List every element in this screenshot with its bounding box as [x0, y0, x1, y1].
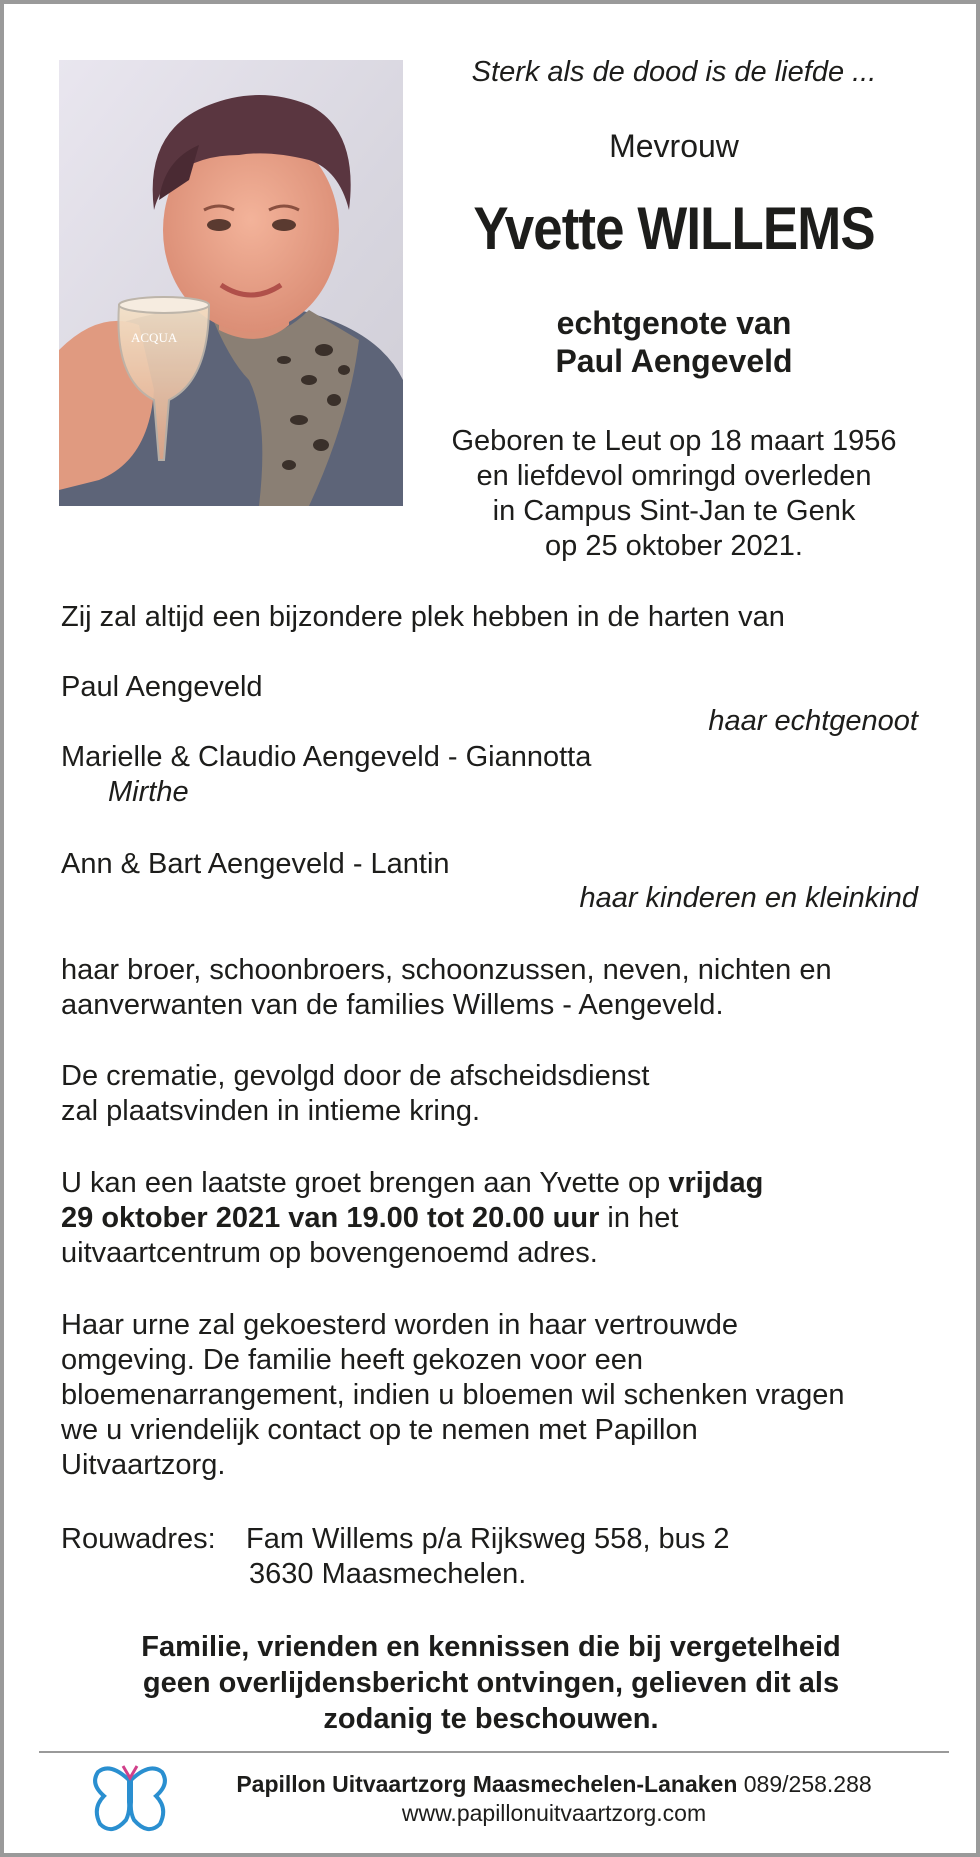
- urn-paragraph: [61, 1308, 941, 1483]
- address-label: Rouwadres:: [61, 1523, 216, 1555]
- urn-line-4: we u vriendelijk contact op te nemen met Papillon: [61, 1414, 698, 1446]
- funeral-home-info: [184, 1770, 924, 1828]
- relatives-line-1: haar broer, schoonbroers, schoonzussen, neven, nichten en: [61, 954, 832, 986]
- child-1: Marielle & Claudio Aengeveld - Giannotta: [61, 741, 592, 773]
- address-line-2: 3630 Maasmechelen.: [249, 1558, 527, 1590]
- born-line-3: in Campus Sint-Jan te Genk: [492, 495, 856, 527]
- funeral-home-line: [184, 1770, 924, 1799]
- urn-line-3: bloemenarrangement, indien u bloemen wil schenken vragen: [61, 1379, 845, 1411]
- honorific: Mevrouw: [609, 128, 739, 164]
- children-role: haar kinderen en kleinkind: [579, 882, 918, 914]
- husband-role: haar echtgenoot: [708, 705, 918, 737]
- funeral-home-phone: 089/258.288: [743, 1771, 872, 1797]
- spouse-line-1: echtgenote van: [556, 305, 792, 341]
- visit-text-2: in het: [599, 1202, 679, 1234]
- relatives-paragraph: [61, 953, 941, 1023]
- born-line-2: en liefdevol omringd overleden: [476, 460, 872, 492]
- deceased-name: Yvette WILLEMS: [473, 195, 875, 262]
- cremation-paragraph: [61, 1059, 941, 1129]
- spouse-line-2: Paul Aengeveld: [555, 343, 793, 379]
- relatives-line-2: aanverwanten van de families Willems - Aengeveld.: [61, 989, 724, 1021]
- child-2: Ann & Bart Aengeveld - Lantin: [61, 848, 450, 880]
- cremation-line-2: zal plaatsvinden in intieme kring.: [61, 1095, 481, 1127]
- visit-line-2: [61, 1201, 941, 1236]
- spouse-block: [414, 304, 934, 380]
- portrait-illustration: [59, 60, 403, 506]
- born-line-4: op 25 oktober 2021.: [545, 530, 803, 562]
- visit-line-1: [61, 1166, 941, 1201]
- husband-name: Paul Aengeveld: [61, 671, 263, 703]
- notice-line-3: zodanig te beschouwen.: [323, 1703, 659, 1735]
- cremation-line-1: De crematie, gevolgd door de afscheidsdienst: [61, 1060, 650, 1092]
- funeral-home-website[interactable]: www.papillonuitvaartzorg.com: [401, 1800, 707, 1826]
- grandchild: Mirthe: [108, 776, 189, 808]
- funeral-home-name: Papillon Uitvaartzorg Maasmechelen-Lanaken: [236, 1771, 738, 1797]
- visit-day: vrijdag: [668, 1167, 764, 1199]
- portrait-photo: [59, 60, 403, 506]
- born-line-1: Geboren te Leut op 18 maart 1956: [451, 425, 897, 457]
- urn-line-2: omgeving. De familie heeft gekozen voor een: [61, 1344, 643, 1376]
- intro-text: Zij zal altijd een bijzondere plek hebben in de harten van: [61, 601, 785, 633]
- butterfly-logo-icon: [90, 1762, 170, 1838]
- glass-text: ACQUA: [131, 330, 178, 345]
- footer-divider: [39, 1751, 949, 1753]
- urn-line-1: Haar urne zal gekoesterd worden in haar vertrouwde: [61, 1309, 739, 1341]
- visit-datetime: 29 oktober 2021 van 19.00 tot 20.00 uur: [61, 1202, 600, 1234]
- address-line-1: Fam Willems p/a Rijksweg 558, bus 2: [246, 1523, 730, 1555]
- visit-line-3: uitvaartcentrum op bovengenoemd adres.: [61, 1237, 598, 1269]
- birth-death-block: [414, 424, 934, 564]
- visit-text-1: U kan een laatste groet brengen aan Yvette op: [61, 1167, 669, 1199]
- visit-paragraph: [61, 1166, 941, 1271]
- notice-line-1: Familie, vrienden en kennissen die bij vergetelheid: [141, 1631, 841, 1663]
- notice-block: [61, 1629, 921, 1737]
- notice-line-2: geen overlijdensbericht ontvingen, gelieven dit als: [142, 1667, 840, 1699]
- motto: Sterk als de dood is de liefde ...: [471, 56, 877, 88]
- urn-line-5: Uitvaartzorg.: [61, 1449, 226, 1481]
